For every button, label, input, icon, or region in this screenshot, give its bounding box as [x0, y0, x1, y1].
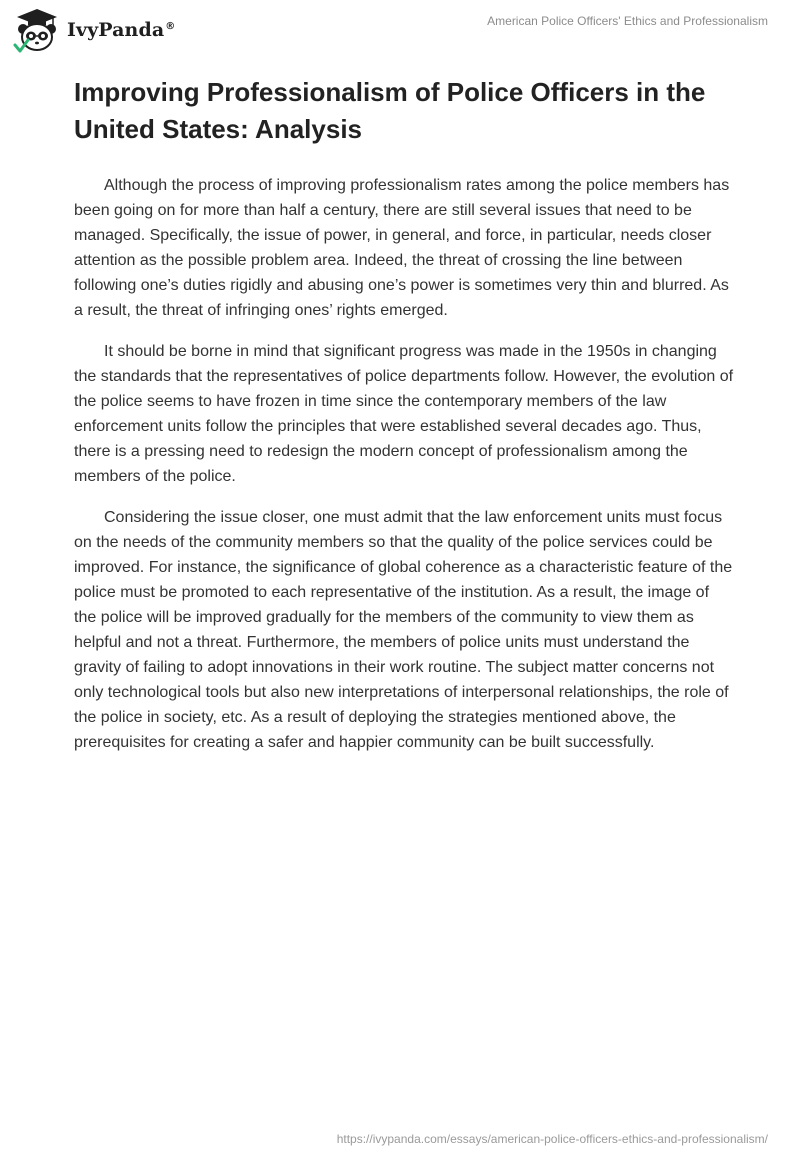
paragraph: It should be borne in mind that significant progress was made in the 1950s in changing the standards that the representatives of police departments follow. However, the evolution of the police seems to have frozen in time since the contemporary members of the law enforcement units follow the principles that were established several decades ago. Thus, there is a pressing need to redesign the modern concept of professionalism among the members of the police. — [74, 343, 734, 485]
paragraph: Considering the issue closer, one must admit that the law enforcement units must focus on the needs of the community members so that the quality of the police services could be improved. For instance, the significance of global coherence as a characteristic feature of the police must be promoted to each representative of the institution. As a result, the image of the police will be improved gradually for the members of the community to view them as helpful and not a threat. Furthermore, the members of police units must understand the gravity of failing to adopt innovations in their work routine. The subject matter concerns not only technological tools but also new interpretations of interpersonal relationships, the role of the police in society, etc. As a result of deploying the strategies mentioned above, the prerequisites for creating a safer and happier community can be built successfully. — [74, 509, 733, 751]
source-url[interactable]: https://ivypanda.com/essays/american-police-officers-ethics-and-professionalism/ — [336, 1132, 768, 1146]
paragraph: Although the process of improving professionalism rates among the police members has been going on for more than half a century, there are still several issues that need to be managed. Specifically, the issue of power, in general, and force, in particular, needs closer attention as the possible problem area. Indeed, the threat of crossing the line between following one’s duties rigidly and abusing one’s power is sometimes very thin and blurred. As a result, the threat of infringing ones’ rights emerged. — [74, 177, 730, 319]
registered-mark: ® — [165, 20, 176, 32]
page-title: Improving Professionalism of Police Officers in the United States: Analysis — [74, 77, 706, 144]
article-body — [74, 173, 734, 771]
brand-logo[interactable] — [13, 7, 175, 53]
panda-logo-icon — [13, 7, 61, 53]
brand-name: IvyPanda® — [67, 19, 176, 41]
document-title: American Police Officers' Ethics and Professionalism — [487, 14, 768, 28]
